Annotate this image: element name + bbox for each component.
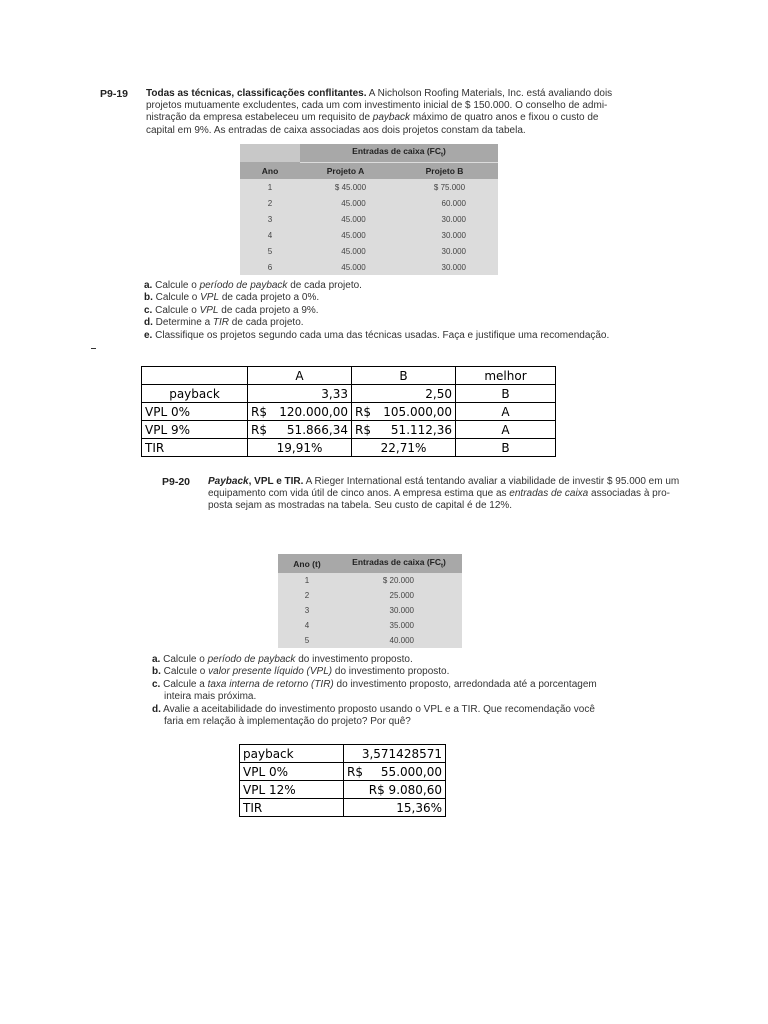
table-header: Projeto B [391, 162, 498, 179]
table-row: 5 45.000 30.000 [267, 246, 466, 256]
table-row: 5 40.000 [304, 636, 414, 645]
cash-flow-table-p9-20 [278, 554, 462, 648]
answer-row: VPL 0% R$ 120.000,00 R$ 105.000,00 A [142, 403, 556, 421]
table-group-header: Entradas de caixa $(FC_t)$ [300, 144, 498, 162]
question-item: c. Calcule a taxa interna de retorno (TIR) do investimento proposto, arredondada até a porcentagem inteira mais próxima. [152, 678, 597, 703]
answer-table-p9-19 [141, 366, 556, 457]
table-header: Projeto A [300, 162, 391, 179]
answer-row: TIR 15,36% [240, 799, 446, 817]
question-item: a. Calcule o período de payback de cada projeto. [144, 280, 362, 291]
table-row: 3 30.000 [304, 606, 414, 615]
answer-row: payback 3,571428571 [240, 745, 446, 763]
question-item: b. Calcule o VPL de cada projeto a 0%. [144, 292, 320, 304]
answer-row: VPL 0% R$ 55.000,00 [240, 763, 446, 781]
answer-row: VPL 9% R$ 51.866,34 R$ 51.112,36 A [142, 421, 556, 439]
question-item: b. Calcule o valor presente líquido (VPL) do investimento proposto. [152, 666, 450, 678]
question-item: c. Calcule o VPL de cada projeto a 9%. [144, 304, 319, 316]
answer-row: VPL 12% R$ 9.080,60 [240, 781, 446, 799]
answer-row: TIR 19,91% 22,71% B [142, 439, 556, 457]
answer-header: A [248, 367, 352, 385]
problem-title-p9-20: Payback, VPL e TIR. [208, 476, 304, 487]
question-item: e. Classifique os projetos segundo cada uma das técnicas usadas. Faça e justifique uma recomendação. [144, 329, 610, 341]
table-row: 3 45.000 30.000 [267, 214, 466, 224]
table-row: 1 $ 45.000 $ 75.000 [267, 182, 466, 192]
cash-flow-table-p9-19 [240, 144, 498, 275]
questions-p9-20 [152, 654, 598, 728]
margin-mark [91, 348, 96, 349]
table-header: Ano [240, 162, 300, 179]
question-item: a. Calcule o período de payback do investimento proposto. [152, 654, 413, 665]
answer-header: melhor [456, 367, 556, 385]
answer-row: payback 3,33 2,50 B [142, 385, 556, 403]
problem-statement-p9-19: Todas as técnicas, classificações conflitantes. A Nicholson Roofing Materials, Inc. está avaliando dois projetos mutuamente excludentes, cada um com investimento inicial de $ 150.000. O conselho de admi- nistração da empresa estabeleceu um requisito de payback máximo de quatro anos e fixou o custo de capital em 9%. As entradas de caixa associadas aos dois projetos constam da tabela. [146, 88, 613, 136]
problem-statement-p9-20: Payback, VPL e TIR. A Rieger International está tentando avaliar a viabilidade de investir $ 95.000 em um equipamento com vida útil de cinco anos. A empresa estima que as entradas de caixa associadas à pro- posta sejam as mostradas na tabela. Seu custo de capital é de 12%. [208, 476, 680, 512]
table-row: 4 35.000 [304, 621, 414, 630]
questions-p9-19 [144, 280, 624, 342]
answer-header: B [352, 367, 456, 385]
problem-number-p9-19: P9-19 [100, 88, 129, 100]
table-row: 2 25.000 [304, 591, 414, 600]
table-row: 2 45.000 60.000 [267, 198, 466, 208]
problem-number-p9-20: P9-20 [162, 476, 191, 488]
answer-table-p9-20 [239, 744, 446, 817]
table-row: 4 45.000 30.000 [267, 230, 466, 240]
table-row: 6 45.000 30.000 [267, 262, 466, 272]
table-header: Ano (t) [278, 554, 336, 573]
table-header: Entradas de caixa $(FC_t)$ [336, 554, 462, 573]
question-item: d. Determine a TIR de cada projeto. [144, 317, 304, 329]
question-item: d. Avalie a aceitabilidade do investimento proposto usando o VPL e a TIR. Que recomendação você faria em relação à implementação do projeto? Por quê? [152, 703, 595, 728]
table-row: 1 $ 20.000 [304, 576, 414, 585]
problem-title-p9-19: Todas as técnicas, classificações conflitantes. [146, 88, 367, 99]
